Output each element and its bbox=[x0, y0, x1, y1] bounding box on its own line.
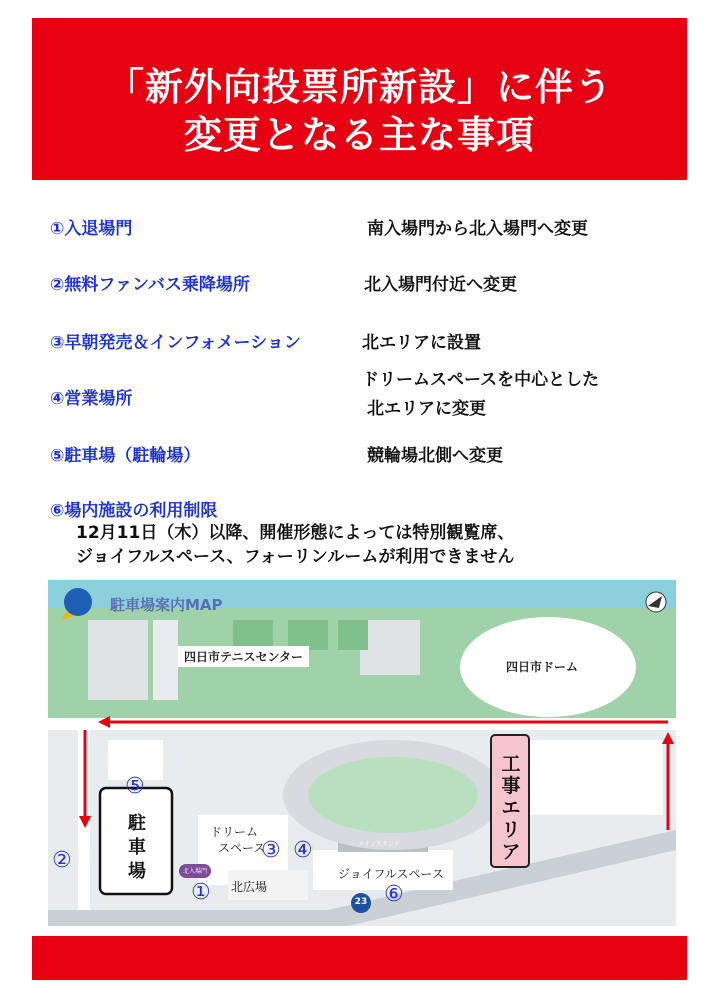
item3-label: ③早朝発売＆インフォメーション bbox=[50, 333, 301, 353]
item6-label: ⑥場内施設の利用制限 bbox=[50, 501, 218, 521]
title-line2: 変更となる主な事項 bbox=[183, 112, 535, 157]
item2-value: 北入場門付近へ変更 bbox=[364, 275, 517, 295]
marker-4: ④ bbox=[293, 838, 313, 863]
item4-label: ④営業場所 bbox=[50, 389, 133, 409]
item3-value: 北エリアに設置 bbox=[362, 333, 481, 353]
dream-space-label bbox=[210, 824, 265, 856]
dream-line2: スペース bbox=[218, 841, 266, 855]
restriction-line1: 12月11日（木）以降、開催形態によっては特別観覧席、 bbox=[76, 523, 515, 543]
marker-3: ③ bbox=[261, 838, 281, 863]
marker-2: ② bbox=[52, 848, 72, 873]
marker-1: ① bbox=[191, 880, 211, 905]
tennis-center-label: 四日市テニスセンター bbox=[178, 646, 309, 667]
footer-banner bbox=[32, 936, 687, 980]
title-line1: 「新外向投票所新設」に伴う bbox=[105, 64, 613, 109]
mascot-icon bbox=[64, 588, 92, 616]
building-block bbox=[360, 620, 420, 675]
joyful-space-label: ジョイフルスペース bbox=[338, 867, 444, 881]
parking-label bbox=[125, 812, 149, 884]
dream-line1: ドリーム bbox=[210, 825, 259, 839]
parking-char: 車 bbox=[128, 837, 146, 858]
road-strip bbox=[153, 620, 178, 700]
north-gate-label: 北入場門 bbox=[183, 868, 208, 875]
construction-char: ア bbox=[501, 841, 521, 863]
item1-value: 南入場門から北入場門へ変更 bbox=[367, 219, 588, 239]
route-number: 23 bbox=[354, 897, 368, 907]
north-plaza-label: 北広場 bbox=[231, 880, 268, 894]
marker-5: ⑤ bbox=[125, 774, 145, 799]
parking-char: 駐 bbox=[128, 813, 146, 834]
construction-char: エ bbox=[501, 797, 521, 819]
construction-char: 工 bbox=[501, 753, 521, 775]
item1-label: ①入退場門 bbox=[50, 219, 133, 239]
parking-map bbox=[48, 580, 676, 926]
road bbox=[48, 718, 676, 730]
map-title: 駐車場案内MAP bbox=[110, 596, 223, 614]
court bbox=[338, 620, 368, 650]
construction-label bbox=[500, 753, 522, 863]
velodrome-infield bbox=[308, 757, 478, 833]
dome-label: 四日市ドーム bbox=[506, 660, 579, 674]
arrowhead bbox=[662, 732, 674, 744]
main-stand-label: メインスタンド bbox=[358, 841, 400, 848]
building-block bbox=[88, 620, 148, 700]
item5-label: ⑤駐車場（駐輪場） bbox=[50, 446, 201, 466]
restriction-line2: ジョイフルスペース、フォーリンルームが利用できません bbox=[76, 547, 515, 567]
construction-char: リ bbox=[501, 819, 521, 841]
item4-value-line1: ドリームスペースを中心とした bbox=[362, 370, 600, 390]
marker-6: ⑥ bbox=[384, 882, 404, 907]
item4-value-line2: 北エリアに変更 bbox=[367, 399, 486, 419]
item2-label: ②無料ファンバス乗降場所 bbox=[50, 275, 250, 295]
parking-char: 場 bbox=[128, 861, 146, 882]
building-block bbox=[528, 740, 663, 815]
flyer bbox=[32, 18, 687, 980]
construction-char: 事 bbox=[501, 775, 521, 797]
item5-value: 競輪場北側へ変更 bbox=[367, 446, 503, 466]
header-banner bbox=[32, 18, 687, 180]
